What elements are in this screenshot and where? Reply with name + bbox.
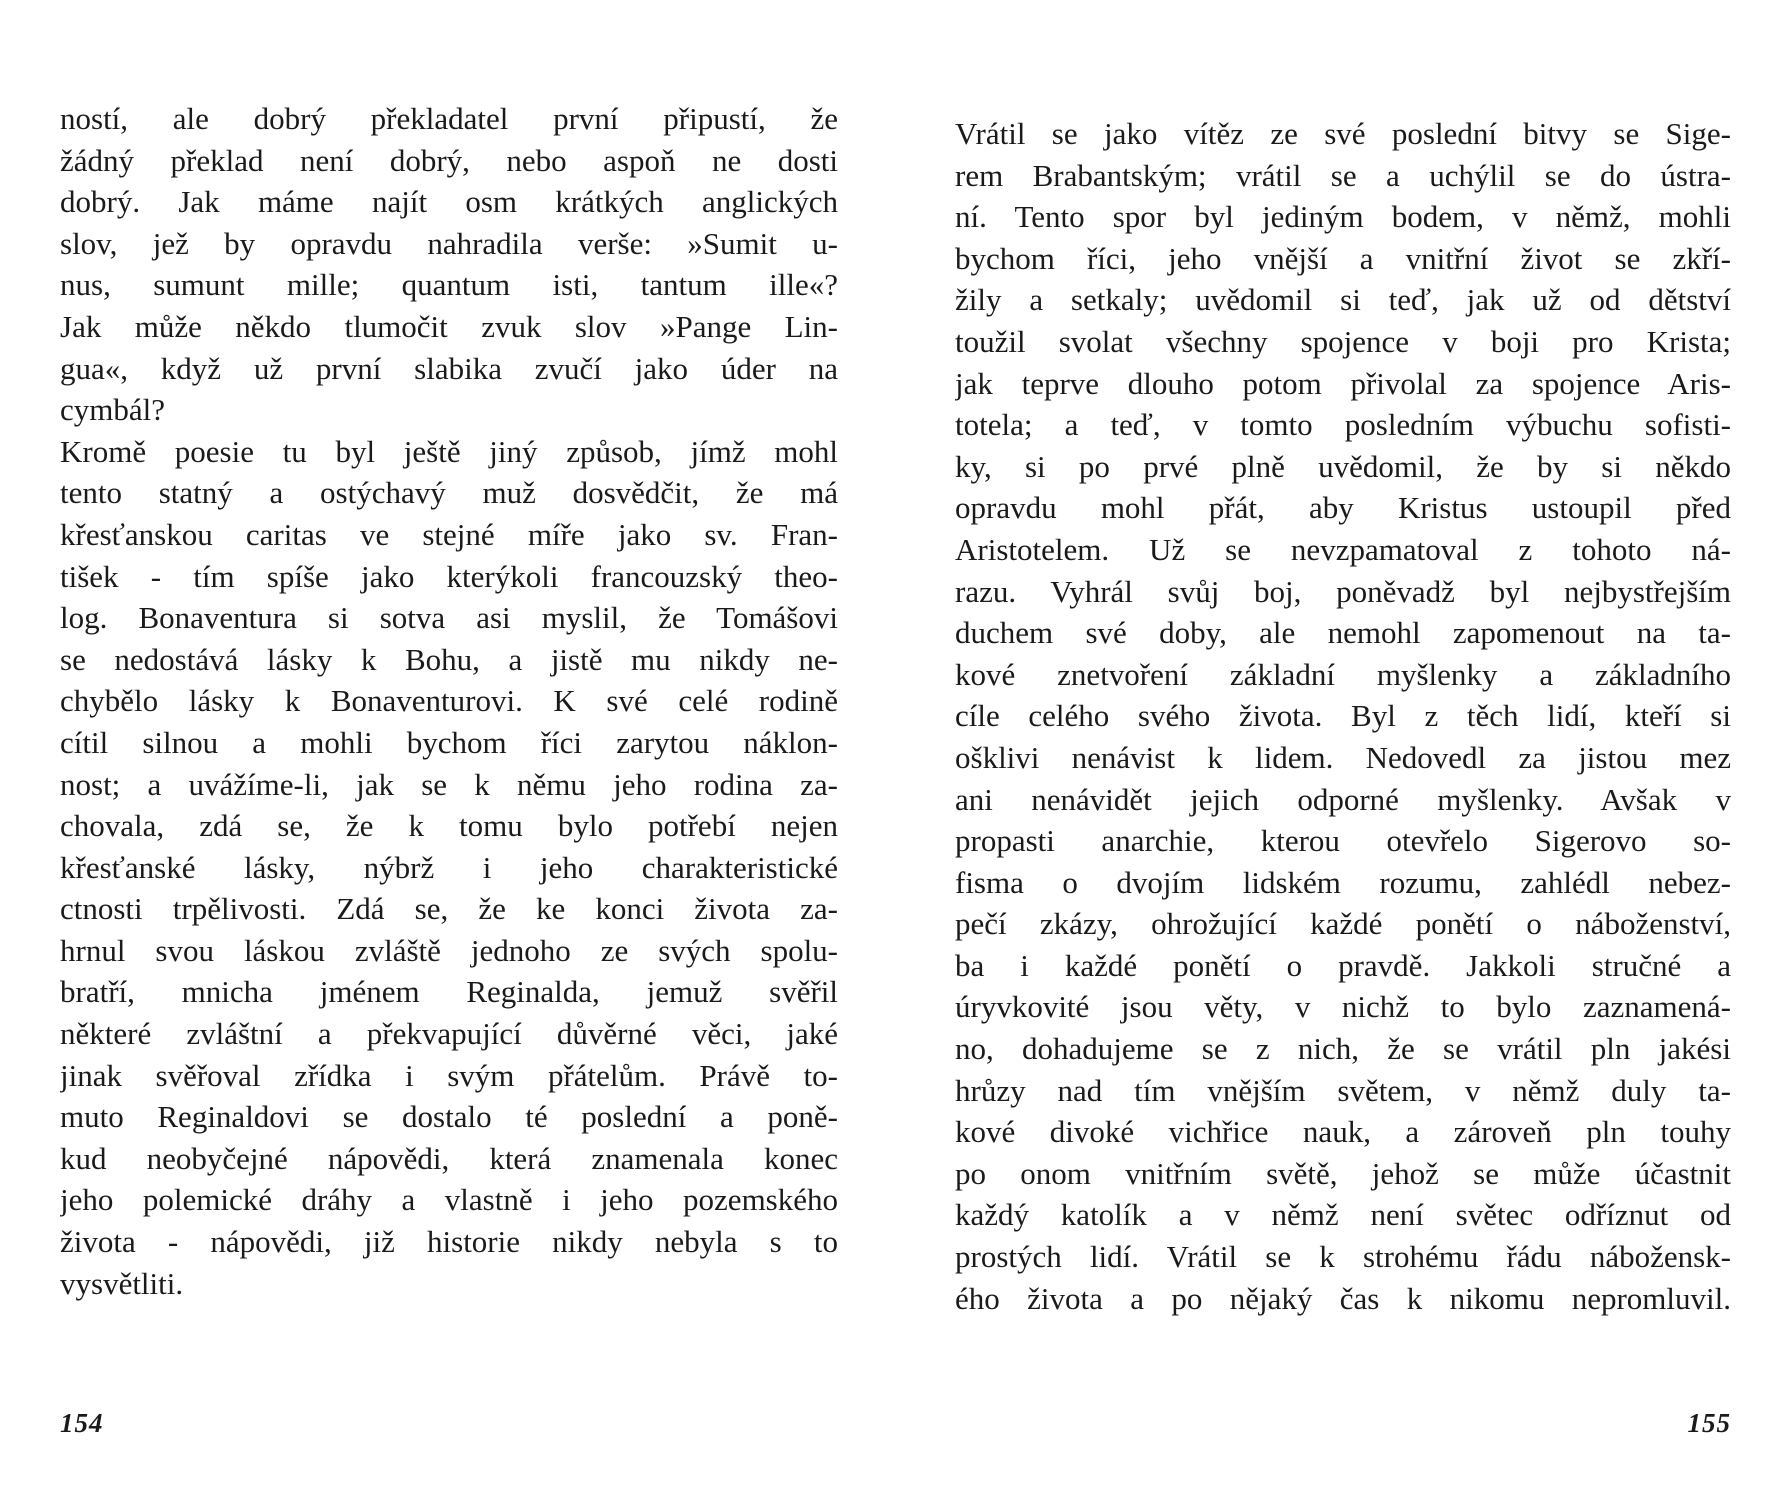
text-line: křesťanskou caritas ve stejné míře jako sv. Fran- bbox=[60, 516, 838, 552]
text-line: kud neobyčejné nápovědi, která znamenala konec bbox=[60, 1140, 838, 1176]
text-line: se nedostává lásky k Bohu, a jistě mu nikdy ne- bbox=[60, 641, 838, 677]
text-line: nost; a uvážíme-li, jak se k němu jeho rodina za- bbox=[60, 766, 838, 802]
text-line: Jak může někdo tlumočit zvuk slov »Pange Lin- bbox=[60, 308, 838, 344]
page-number-left: 154 bbox=[60, 1408, 104, 1438]
text-line: jinak svěřoval zřídka i svým přátelům. Právě to- bbox=[60, 1057, 838, 1093]
text-line: ani nenávidět jejich odporné myšlenky. Avšak v bbox=[955, 781, 1731, 817]
text-line: log. Bonaventura si sotva asi myslil, že Tomášovi bbox=[60, 600, 838, 636]
text-line: chybělo lásky k Bonaventurovi. K své celé rodině bbox=[60, 683, 838, 719]
text-line: ctnosti trpělivosti. Zdá se, že ke konci života za- bbox=[60, 891, 838, 927]
page-number-right: 155 bbox=[1687, 1408, 1731, 1438]
text-line: cíle celého svého života. Byl z těch lidí, kteří si bbox=[955, 698, 1731, 734]
text-line: ého života a po nějaký čas k nikomu nepromluvil. bbox=[955, 1280, 1731, 1316]
text-line: gua«, když už první slabika zvučí jako úder na bbox=[60, 350, 838, 386]
text-line: jeho polemické dráhy a vlastně i jeho pozemského bbox=[60, 1182, 838, 1218]
left-text-column bbox=[60, 98, 838, 1304]
text-line: Kromě poesie tu byl ještě jiný způsob, jímž mohl bbox=[60, 433, 838, 469]
text-line: slov, jež by opravdu nahradila verše: »Sumit u- bbox=[60, 225, 838, 261]
text-line: fisma o dvojím lidském rozumu, zahlédl nebez- bbox=[955, 864, 1731, 900]
text-line: prostých lidí. Vrátil se k strohému řádu nábožensk- bbox=[955, 1239, 1731, 1275]
text-line: ba i každé ponětí o pravdě. Jakkoli stručné a bbox=[955, 947, 1731, 983]
text-line: toužil svolat všechny spojence v boji pro Krista; bbox=[955, 323, 1731, 359]
text-line: úryvkovité jsou věty, v nichž to bylo zaznamená- bbox=[955, 989, 1731, 1025]
text-line: Aristotelem. Už se nevzpamatoval z tohoto ná- bbox=[955, 531, 1731, 567]
text-line: hrůzy nad tím vnějším světem, v němž duly ta- bbox=[955, 1072, 1731, 1108]
text-line: tišek - tím spíše jako kterýkoli francouzský theo- bbox=[60, 558, 838, 594]
text-line: některé zvláštní a překvapující důvěrné věci, jaké bbox=[60, 1016, 838, 1052]
text-line: cítil silnou a mohli bychom říci zarytou náklon- bbox=[60, 724, 838, 760]
text-line: ní. Tento spor byl jediným bodem, v němž, mohli bbox=[955, 199, 1731, 235]
text-line: razu. Vyhrál svůj boj, poněvadž byl nejbystřejším bbox=[955, 573, 1731, 609]
text-line: života - nápovědi, již historie nikdy nebyla s to bbox=[60, 1224, 838, 1260]
text-line: opravdu mohl přát, aby Kristus ustoupil před bbox=[955, 490, 1731, 526]
text-line: muto Reginaldovi se dostalo té poslední a poně- bbox=[60, 1099, 838, 1135]
text-line: cymbál? bbox=[60, 392, 166, 428]
text-line: jak teprve dlouho potom přivolal za spojence Aris- bbox=[955, 365, 1731, 401]
text-line: po onom vnitřním světě, jehož se může účastnit bbox=[955, 1155, 1731, 1191]
text-line: bychom říci, jeho vnější a vnitřní život se zkří- bbox=[955, 240, 1731, 276]
text-line: hrnul svou láskou zvláště jednoho ze svých spolu- bbox=[60, 932, 838, 968]
right-page bbox=[893, 0, 1786, 1500]
text-line: tento statný a ostýchavý muž dosvědčit, že má bbox=[60, 475, 838, 511]
right-text-column bbox=[955, 113, 1731, 1319]
text-line: žádný překlad není dobrý, nebo aspoň ne dosti bbox=[60, 142, 838, 178]
text-line: každý katolík a v němž není světec odříznut od bbox=[955, 1197, 1731, 1233]
text-line: duchem své doby, ale nemohl zapomenout na ta- bbox=[955, 615, 1731, 651]
text-line: bratří, mnicha jménem Reginalda, jemuž svěřil bbox=[60, 974, 838, 1010]
text-line: rem Brabantským; vrátil se a uchýlil se do ústra- bbox=[955, 157, 1731, 193]
text-line: no, dohadujeme se z nich, že se vrátil pln jakési bbox=[955, 1031, 1731, 1067]
text-line: chovala, zdá se, že k tomu bylo potřebí nejen bbox=[60, 808, 838, 844]
text-line: nus, sumunt mille; quantum isti, tantum ille«? bbox=[60, 267, 838, 303]
text-line: dobrý. Jak máme najít osm krátkých anglických bbox=[60, 184, 838, 220]
text-line: kové znetvoření základní myšlenky a základního bbox=[955, 656, 1731, 692]
text-line: totela; a teď, v tomto posledním výbuchu sofisti- bbox=[955, 407, 1731, 443]
text-line: propasti anarchie, kterou otevřelo Sigerovo so- bbox=[955, 823, 1731, 859]
text-line: ky, si po prvé plně uvědomil, že by si někdo bbox=[955, 448, 1731, 484]
text-line: žily a setkaly; uvědomil si teď, jak už od dětství bbox=[955, 282, 1731, 318]
text-line: vysvětliti. bbox=[60, 1265, 184, 1301]
text-line: Vrátil se jako vítěz ze své poslední bitvy se Sige- bbox=[955, 116, 1731, 151]
text-line: pečí zkázy, ohrožující každé ponětí o náboženství, bbox=[955, 906, 1731, 942]
text-line: kové divoké vichřice nauk, a zároveň pln touhy bbox=[955, 1114, 1731, 1150]
text-line: ošklivi nenávist k lidem. Nedovedl za jistou mez bbox=[955, 739, 1731, 775]
text-line: ností, ale dobrý překladatel první připustí, že bbox=[60, 101, 838, 136]
text-line: křesťanské lásky, nýbrž i jeho charakteristické bbox=[60, 849, 838, 885]
